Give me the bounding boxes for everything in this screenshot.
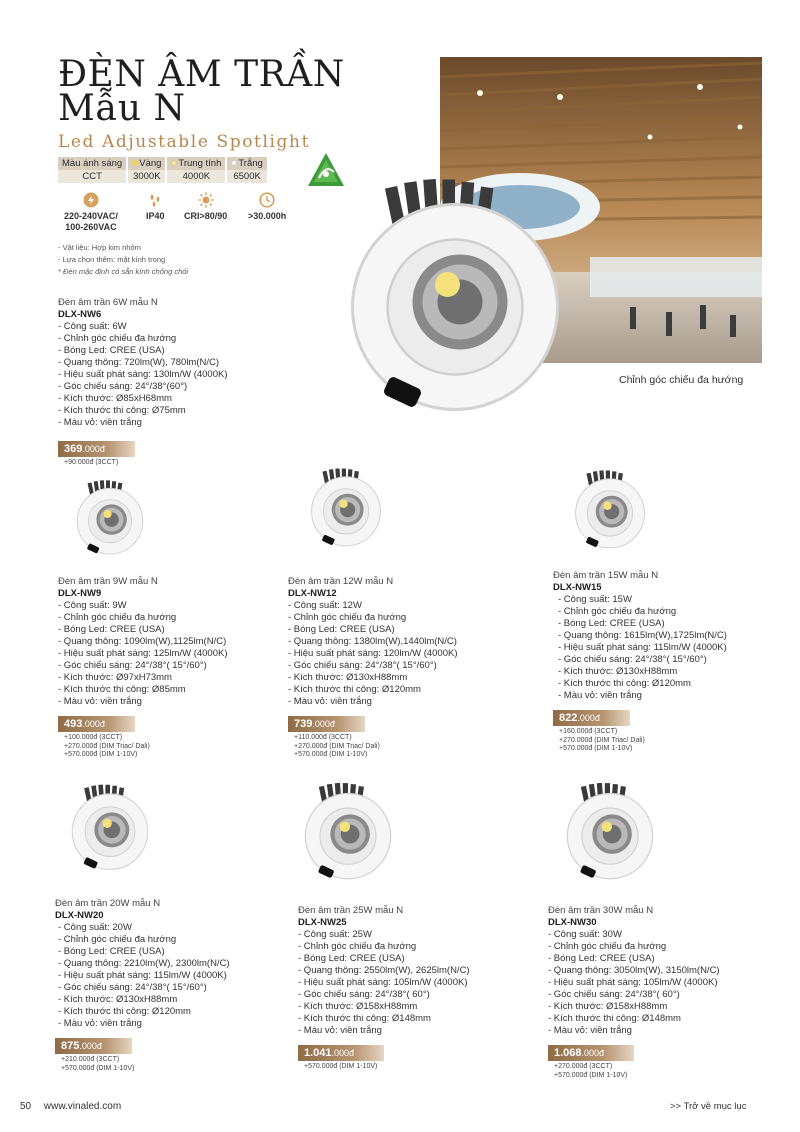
warm-dot-icon (132, 160, 138, 166)
product-specs (558, 594, 727, 702)
spec-line: - Công suất: 6W (58, 321, 127, 332)
spec-line: - Màu vỏ: viền trắng (58, 1018, 142, 1029)
page-title (58, 54, 345, 129)
sun-icon (198, 192, 214, 208)
spec-line: - Kích thước thi công: Ø120mm (558, 678, 691, 689)
neutral-dot-icon (171, 160, 177, 166)
spec-line: - Công suất: 20W (58, 922, 132, 933)
hero-spotlight-image (330, 172, 580, 422)
product-name: Đèn âm trần 9W mẫu N (58, 576, 158, 587)
power-icon (83, 192, 99, 208)
spec-line: - Hiệu suất phát sáng: 105lm/W (4000K) (548, 977, 718, 988)
product-dlx-nw15 (553, 570, 727, 754)
price-options: +270.000đ (3CCT) +570.000đ (DIM 1-10V) (554, 1063, 628, 1079)
page-number: 50 (20, 1101, 32, 1112)
product-specs (58, 321, 228, 429)
spec-line: - Kích thước thi công: Ø148mm (548, 1013, 681, 1024)
cct-white: 6500K (226, 170, 266, 183)
spec-line: - Chỉnh góc chiếu đa hướng (58, 934, 177, 945)
product-name: Đèn âm trần 12W mẫu N (288, 576, 394, 587)
spec-line: - Góc chiếu sáng: 24°/38°( 60°) (548, 989, 680, 1000)
spec-ip: IP40 (146, 192, 165, 222)
spec-line: - Góc chiếu sáng: 24°/38°(60°) (58, 381, 188, 392)
color-neutral: Trung tính (166, 157, 226, 170)
price-tag: 369.000đ (58, 441, 135, 457)
product-dlx-nw9 (58, 576, 228, 760)
product-image-nw30 (558, 780, 662, 884)
spec-line: - Góc chiếu sáng: 24°/38°( 15°/60°) (58, 982, 207, 993)
spec-lifetime: >30.000h (248, 192, 286, 222)
color-label: Màu ánh sáng (58, 157, 127, 170)
spec-line: - Kích thước: Ø158xH88mm (548, 1001, 668, 1012)
spec-line: - Kích thước: Ø130xH88mm (558, 666, 678, 677)
spec-line: - Kích thước thi công: Ø148mm (298, 1013, 431, 1024)
product-code: DLX-NW20 (55, 910, 104, 921)
color-temperature-table (58, 157, 267, 183)
note-option: - Lựa chọn thêm: mặt kính trong (58, 255, 166, 264)
product-dlx-nw25 (298, 905, 470, 1072)
spec-line: - Hiệu suất phát sáng: 115lm/W (4000K) (558, 642, 727, 653)
product-name: Đèn âm trần 20W mẫu N (55, 898, 161, 909)
spec-line: - Quang thông: 1615lm(W),1725lm(N/C) (558, 630, 727, 641)
product-code: DLX-NW25 (298, 917, 347, 928)
spec-line: - Quang thông: 2550lm(W), 2625lm(N/C) (298, 965, 470, 976)
spec-line: - Bóng Led: CREE (USA) (298, 953, 405, 964)
spec-line: - Công suất: 12W (288, 600, 362, 611)
product-name: Đèn âm trần 30W mẫu N (548, 905, 654, 916)
white-dot-icon (231, 160, 237, 166)
product-dlx-nw20 (55, 898, 230, 1073)
price-tag: 739.000đ (288, 716, 365, 732)
clock-icon (259, 192, 275, 208)
product-image-nw20 (64, 782, 156, 874)
note-material: - Vật liệu: Hợp kim nhôm (58, 243, 141, 252)
spec-line: - Kích thước: Ø97xH73mm (58, 672, 172, 683)
price-tag: 493.000đ (58, 716, 135, 732)
product-name: Đèn âm trần 25W mẫu N (298, 905, 404, 916)
spec-line: - Góc chiếu sáng: 24°/38°( 15°/60°) (558, 654, 707, 665)
spec-line: - Công suất: 15W (558, 594, 632, 605)
product-name: Đèn âm trần 6W mẫu N (58, 297, 158, 308)
spec-line: - Chỉnh góc chiếu đa hướng (548, 941, 667, 952)
price-tag: 1.041.000đ (298, 1045, 384, 1061)
spec-line: - Hiệu suất phát sáng: 130lm/W (4000K) (58, 369, 228, 380)
price-tag: 822.000đ (553, 710, 630, 726)
spec-line: - Quang thông: 720lm(W), 780lm(N/C) (58, 357, 220, 368)
spec-line: - Hiệu suất phát sáng: 115lm/W (4000K) (58, 970, 227, 981)
price-options: +110.000đ (3CCT) +270.000đ (DIM Triac/ Dali) +570.000đ (DIM 1-10V) (294, 734, 380, 758)
price-options: +100.000đ (3CCT) +270.000đ (DIM Triac/ Dali) +570.000đ (DIM 1-10V) (64, 734, 150, 758)
spec-line: - Quang thông: 1380lm(W),1440lm(N/C) (288, 636, 457, 647)
spec-line: - Chỉnh góc chiếu đa hướng (58, 612, 177, 623)
spec-cri: CRI>80/90 (184, 192, 227, 222)
cct-warm: 3000K (127, 170, 166, 183)
spec-line: - Chỉnh góc chiếu đa hướng (58, 333, 177, 344)
spec-line: - Màu vỏ: viền trắng (58, 417, 142, 428)
product-image-nw9 (70, 478, 150, 558)
spec-line: - Kích thước thi công: Ø120mm (288, 684, 421, 695)
spec-line: - Hiệu suất phát sáng: 120lm/W (4000K) (288, 648, 458, 659)
product-code: DLX-NW30 (548, 917, 597, 928)
spec-line: - Bóng Led: CREE (USA) (548, 953, 655, 964)
spec-line: - Góc chiếu sáng: 24°/38°( 60°) (298, 989, 430, 1000)
price-options: +90.000đ (3CCT) (64, 459, 119, 466)
spec-line: - Kích thước: Ø158xH88mm (298, 1001, 418, 1012)
product-code: DLX-NW12 (288, 588, 337, 599)
product-specs (58, 922, 230, 1030)
spec-line: - Góc chiếu sáng: 24°/38°( 15°/60°) (58, 660, 207, 671)
material-notes (58, 242, 188, 278)
product-dlx-nw30 (548, 905, 720, 1080)
color-warm: Vàng (127, 157, 166, 170)
spec-line: - Kích thước: Ø85xH68mm (58, 393, 172, 404)
price-tag: 875.000đ (55, 1038, 132, 1054)
spec-line: - Hiệu suất phát sáng: 125lm/W (4000K) (58, 648, 228, 659)
spec-line: - Bóng Led: CREE (USA) (58, 345, 165, 356)
product-name: Đèn âm trần 15W mẫu N (553, 570, 659, 581)
product-code: DLX-NW9 (58, 588, 102, 599)
spec-line: - Màu vỏ: viền trắng (288, 696, 372, 707)
spec-line: - Quang thông: 3050lm(W), 3150lm(N/C) (548, 965, 720, 976)
product-image-nw15 (568, 468, 652, 552)
color-white: Trắng (226, 157, 266, 170)
spec-line: - Màu vỏ: viền trắng (548, 1025, 632, 1036)
footer (20, 1101, 121, 1112)
spec-line: - Góc chiếu sáng: 24°/38°( 15°/60°) (288, 660, 437, 671)
spec-line: - Công suất: 25W (298, 929, 372, 940)
water-drop-icon (147, 192, 163, 208)
product-code: DLX-NW6 (58, 309, 102, 320)
title-line-1: ĐÈN ÂM TRẦN (58, 54, 345, 95)
spec-line: - Công suất: 9W (58, 600, 127, 611)
spec-line: - Bóng Led: CREE (USA) (58, 624, 165, 635)
product-image-nw25 (296, 780, 400, 884)
spec-line: - Kích thước thi công: Ø75mm (58, 405, 186, 416)
price-options: +570.000đ (DIM 1-10V) (304, 1063, 378, 1070)
subtitle: Led Adjustable Spotlight (58, 132, 311, 152)
spec-voltage: 220-240VAC/ 100-260VAC (64, 192, 118, 233)
spec-line: - Kích thước thi công: Ø85mm (58, 684, 186, 695)
product-specs (288, 600, 458, 708)
spec-line: - Kích thước thi công: Ø120mm (58, 1006, 191, 1017)
spec-line: - Bóng Led: CREE (USA) (288, 624, 395, 635)
product-specs (548, 929, 720, 1037)
spec-line: - Chỉnh góc chiếu đa hướng (558, 606, 677, 617)
spec-line: - Kích thước: Ø130xH88mm (58, 994, 178, 1005)
product-image-nw12 (304, 466, 388, 550)
product-dlx-nw12 (288, 576, 458, 760)
spec-line: - Chỉnh góc chiếu đa hướng (298, 941, 417, 952)
spec-line: - Màu vỏ: viền trắng (298, 1025, 382, 1036)
spec-line: - Quang thông: 1090lm(W),1125lm(N/C) (58, 636, 227, 647)
note-default: * Đèn mặc định có sẵn kính chống chói (58, 267, 189, 276)
website-link[interactable]: www.vinaled.com (43, 1101, 122, 1112)
product-specs (58, 600, 228, 708)
spec-line: - Màu vỏ: viền trắng (58, 696, 142, 707)
product-dlx-nw6 (58, 297, 228, 468)
title-line-2: Mẫu N (58, 88, 186, 129)
spec-line: - Màu vỏ: viền trắng (558, 690, 642, 701)
spec-line: - Quang thông: 2210lm(W), 2300lm(N/C) (58, 958, 230, 969)
hero-caption: Chỉnh góc chiếu đa hướng (619, 374, 744, 386)
spec-line: - Kích thước: Ø130xH88mm (288, 672, 408, 683)
spec-line: - Bóng Led: CREE (USA) (58, 946, 165, 957)
price-options: +210.000đ (3CCT) +570.000đ (DIM 1-10V) (61, 1056, 135, 1072)
product-code: DLX-NW15 (553, 582, 602, 593)
price-options: +160.000đ (3CCT) +270.000đ (DIM Triac/ Dali) +570.000đ (DIM 1-10V) (559, 728, 645, 752)
price-tag: 1.068.000đ (548, 1045, 634, 1061)
cct-label: CCT (58, 170, 127, 183)
spec-line: - Bóng Led: CREE (USA) (558, 618, 665, 629)
spec-line: - Chỉnh góc chiếu đa hướng (288, 612, 407, 623)
back-to-contents-link[interactable]: >> Trở về mục lục (670, 1101, 747, 1112)
spec-line: - Hiệu suất phát sáng: 105lm/W (4000K) (298, 977, 468, 988)
spec-line: - Công suất: 30W (548, 929, 622, 940)
cct-neutral: 4000K (166, 170, 226, 183)
product-specs (298, 929, 470, 1037)
